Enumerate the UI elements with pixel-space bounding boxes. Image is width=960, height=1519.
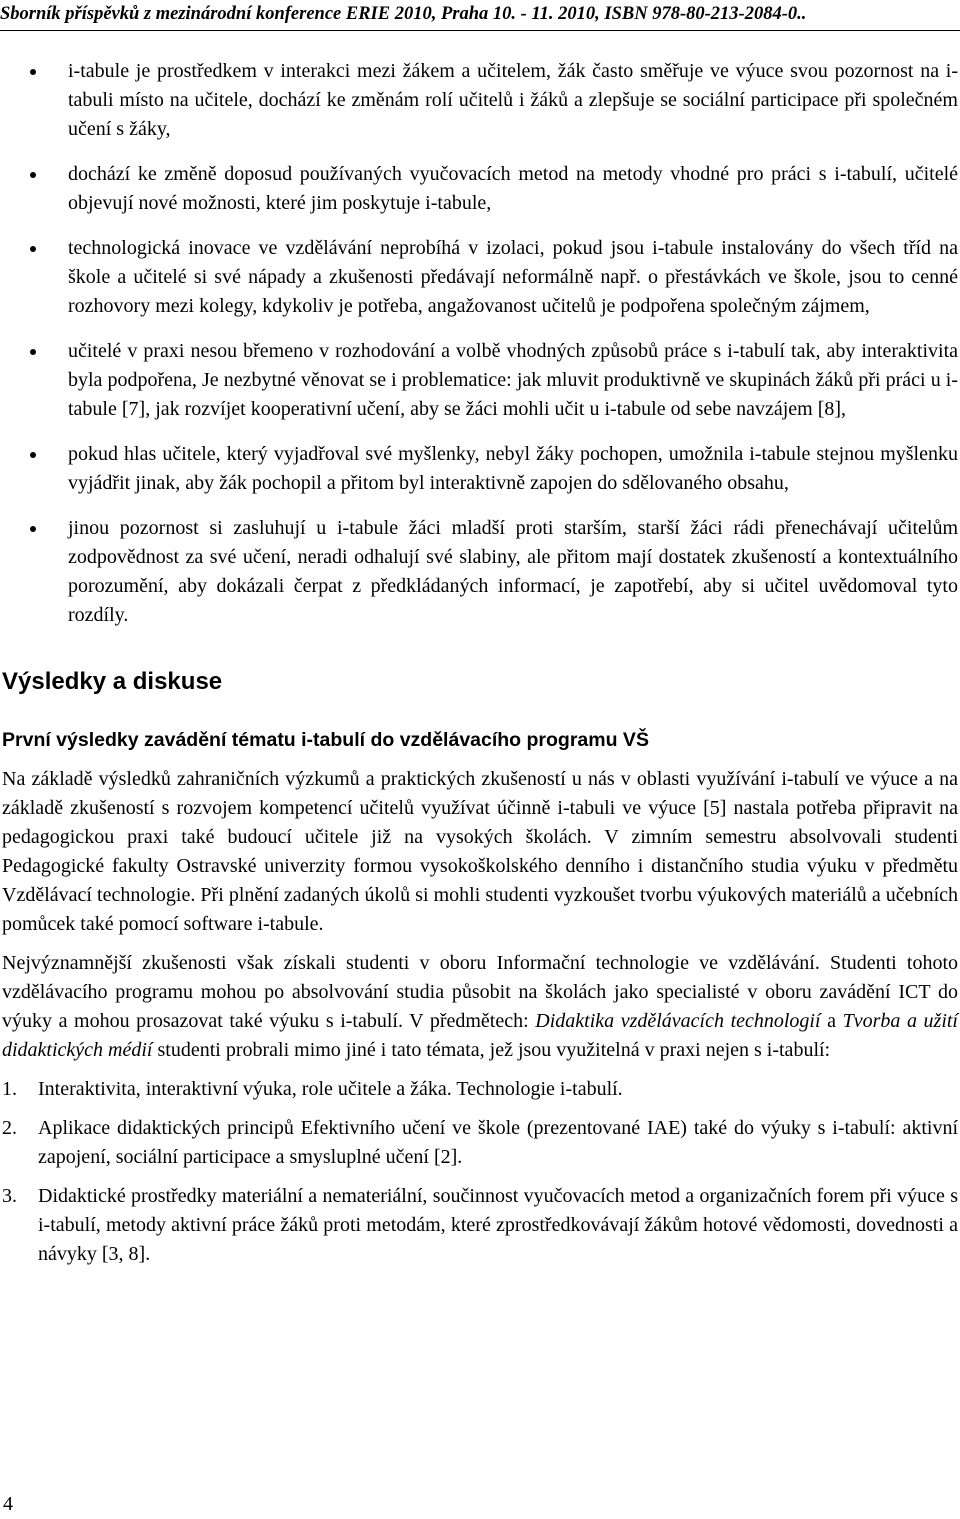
numbered-list (0, 1075, 960, 1269)
paragraph-text: Nejvýznamnější zkušenosti však získali studenti v oboru Informační technologie ve vzdělávání. Studenti tohoto vzdělávacího programu mohou po absolvování studia působit na školách jako specialisté v oboru zavádění ICT do výuky a mohou prosazovat také výuku s i-tabulí. V předmětech: (2, 952, 958, 1032)
list-item (0, 160, 960, 218)
list-number: 1. (2, 1078, 17, 1100)
list-item (0, 1114, 960, 1172)
bullet-icon (30, 452, 36, 458)
list-item (0, 57, 960, 144)
bullet-text: pokud hlas učitele, který vyjadřoval své myšlenky, nebyl žáky pochopen, umožnila i-tabule stejnou myšlenku vyjádřit jinak, aby žák pochopil a přitom byl interaktivně zapojen do sdělovaného obsahu, (68, 443, 958, 494)
course-title: Tvorba a užití didaktických médií (2, 1010, 958, 1061)
list-item (0, 1075, 960, 1104)
bullet-text: učitelé v praxi nesou břemeno v rozhodování a volbě vhodných způsobů práce s i-tabulí tak, aby interaktivita byla podpořena, Je nezbytné věnovat se i problematice: jak mluvit produktivně ve skupinách žáků při práci u i-tabule [7], jak rozvíjet kooperativní učení, aby se žáci mohli učit u i-tabule od sebe navzájem [8], (68, 340, 958, 420)
paragraph-text: studenti probrali mimo jiné i tato témata, jež jsou využitelná v praxi nejen s i-tabulí: (152, 1039, 831, 1061)
page-number: 4 (3, 1493, 13, 1515)
bullet-text: jinou pozornost si zasluhují u i-tabule žáci mladší proti starším, starší žáci rádi přenechávají učitelům zodpovědnost za své učení, neradi odhalují své slabiny, ale přitom mají dostatek zkušeností a kontextuálního porozumění, aby dokázali čerpat z předkládaných informací, je zapotřebí, aby si učitel uvědomoval tyto rozdíly. (68, 517, 958, 626)
bullet-text: i-tabule je prostředkem v interakci mezi žákem a učitelem, žák často směřuje ve výuce svou pozornost na i-tabuli místo na učitele, dochází ke změnám rolí učitelů i žáků a zlepšuje se sociální participace při společném učení s žáky, (68, 60, 958, 140)
course-title: Didaktika vzdělávacích technologií (535, 1010, 821, 1032)
paragraph-text: a (820, 1010, 843, 1032)
bullet-text: dochází ke změně doposud používaných vyučovacích metod na metody vhodné pro práci s i-tabulí, učitelé objevují nové možnosti, které jim poskytuje i-tabule, (68, 163, 958, 214)
bullet-icon (30, 526, 36, 532)
page-content (0, 57, 960, 1279)
list-number: 2. (2, 1117, 17, 1139)
list-number: 3. (2, 1185, 17, 1207)
list-text: Aplikace didaktických principů Efektivního učení ve škole (prezentované IAE) také do výuky s i-tabulí: aktivní zapojení, sociální participace a smysluplné učení [2]. (38, 1117, 958, 1168)
bullet-icon (30, 69, 36, 75)
list-item (0, 337, 960, 424)
list-item (0, 1182, 960, 1269)
list-item (0, 440, 960, 498)
paragraph (2, 949, 958, 1065)
bullet-icon (30, 246, 36, 252)
bullet-icon (30, 172, 36, 178)
section-heading: Výsledky a diskuse (2, 668, 223, 695)
list-text: Interaktivita, interaktivní výuka, role učitele a žáka. Technologie i-tabulí. (38, 1078, 623, 1100)
running-header: Sborník příspěvků z mezinárodní konference ERIE 2010, Praha 10. - 11. 2010, ISBN 978-80-213-2084-0.. (0, 4, 960, 31)
bullet-text: technologická inovace ve vzdělávání neprobíhá v izolaci, pokud jsou i-tabule instalovány do všech tříd na škole a učitelé si své nápady a zkušenosti předávají neformálně např. o přestávkách ve škole, jsou to cenné rozhovory mezi kolegy, kdykoliv je potřeba, angažovanost učitelů je podpořena společným zájmem, (68, 237, 958, 317)
list-item (0, 234, 960, 321)
paragraph: Na základě výsledků zahraničních výzkumů a praktických zkušeností u nás v oblasti využívání i-tabulí ve výuce a na základě zkušeností s rozvojem kompetencí učitelů využívat účinně i-tabuli ve výuce [5] nastala potřeba připravit na pedagogickou praxi také budoucí učitele již na vysokých školách. V zimním semestru absolvovali studenti Pedagogické fakulty Ostravské univerzity formou vysokoškolského denního i distančního studia výuku v předmětu Vzdělávací technologie. Při plnění zadaných úkolů si mohli studenti vyzkoušet tvorbu výukových materiálů a učebních pomůcek také pomocí software i-tabule. (2, 768, 958, 935)
bullet-icon (30, 349, 36, 355)
bullet-list (0, 57, 960, 630)
subsection-heading: První výsledky zavádění tématu i-tabulí do vzdělávacího programu VŠ (2, 729, 649, 751)
list-item (0, 514, 960, 630)
list-text: Didaktické prostředky materiální a nemateriální, součinnost vyučovacích metod a organizačních forem při výuce s i-tabulí, metody aktivní práce žáků proti metodám, které zprostředkovávají žákům hotové vědomosti, dovednosti a návyky [3, 8]. (38, 1185, 958, 1265)
